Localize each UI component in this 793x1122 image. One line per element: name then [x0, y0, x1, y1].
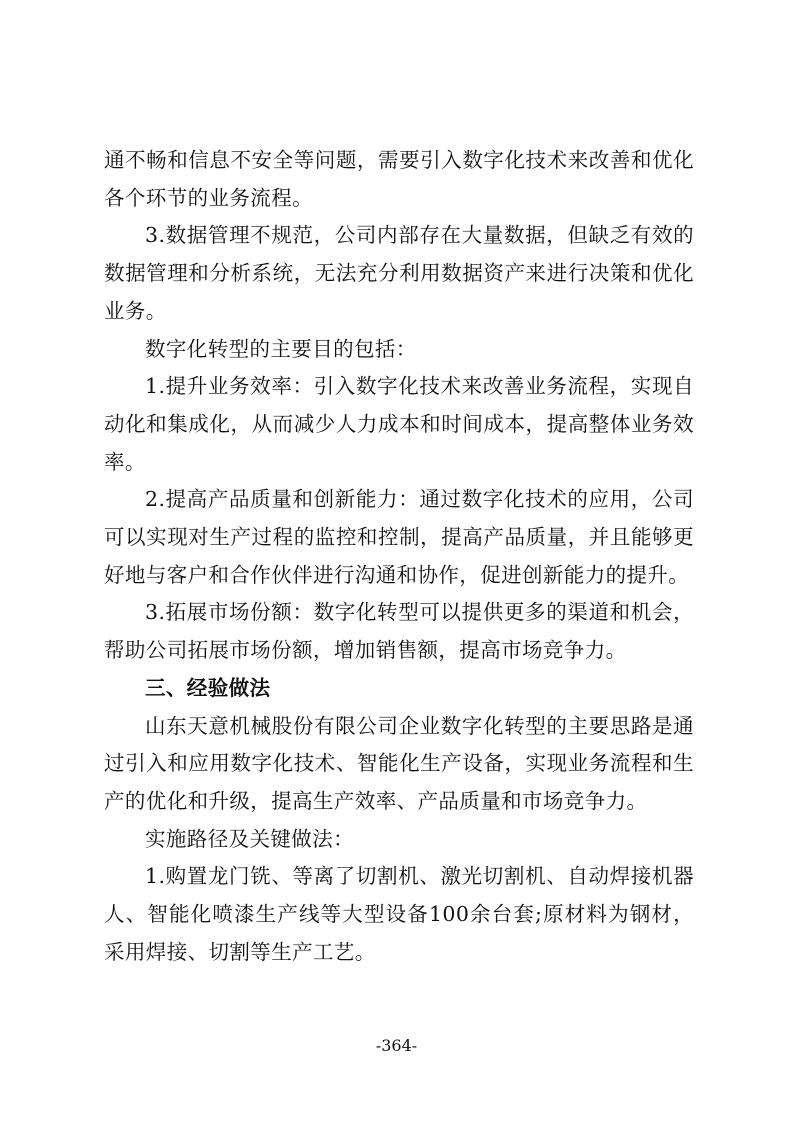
paragraph-goal-efficiency: 1.提升业务效率：引入数字化技术来改善业务流程，实现自动化和集成化，从而减少人力成本和时间成本，提高整体业务效率。 [104, 374, 694, 474]
paragraph-continuation: 通不畅和信息不安全等问题，需要引入数字化技术来改善和优化各个环节的业务流程。 [104, 148, 694, 210]
paragraph-main-approach: 山东天意机械股份有限公司企业数字化转型的主要思路是通过引入和应用数字化技术、智能化生产设备，实现业务流程和生产的优化和升级，提高生产效率、产品质量和市场竞争力。 [104, 713, 694, 813]
paragraph-goals-intro: 数字化转型的主要目的包括： [145, 336, 417, 361]
paragraph-equipment: 1.购置龙门铣、等离了切割机、激光切割机、自动焊接机器人、智能化喷漆生产线等大型设备100余台套;原材料为钢材，采用焊接、切割等生产工艺。 [104, 864, 694, 964]
paragraph-implementation-intro: 实施路径及关键做法： [145, 826, 354, 851]
paragraph-goal-quality: 2.提高产品质量和创新能力：通过数字化技术的应用，公司可以实现对生产过程的监控和控制，提高产品质量，并且能够更好地与客户和合作伙伴进行沟通和协作，促进创新能力的提升。 [104, 487, 694, 587]
page-number: -364- [375, 1036, 418, 1055]
paragraph-goal-market: 3.拓展市场份额：数字化转型可以提供更多的渠道和机会，帮助公司拓展市场份额，增加销售额，提高市场竞争力。 [104, 600, 694, 663]
paragraph-data-management: 3.数据管理不规范，公司内部存在大量数据，但缺乏有效的数据管理和分析系统，无法充分利用数据资产来进行决策和优化业务。 [104, 223, 694, 323]
document-body [104, 142, 694, 971]
section-heading: 三、经验做法 [145, 675, 271, 700]
